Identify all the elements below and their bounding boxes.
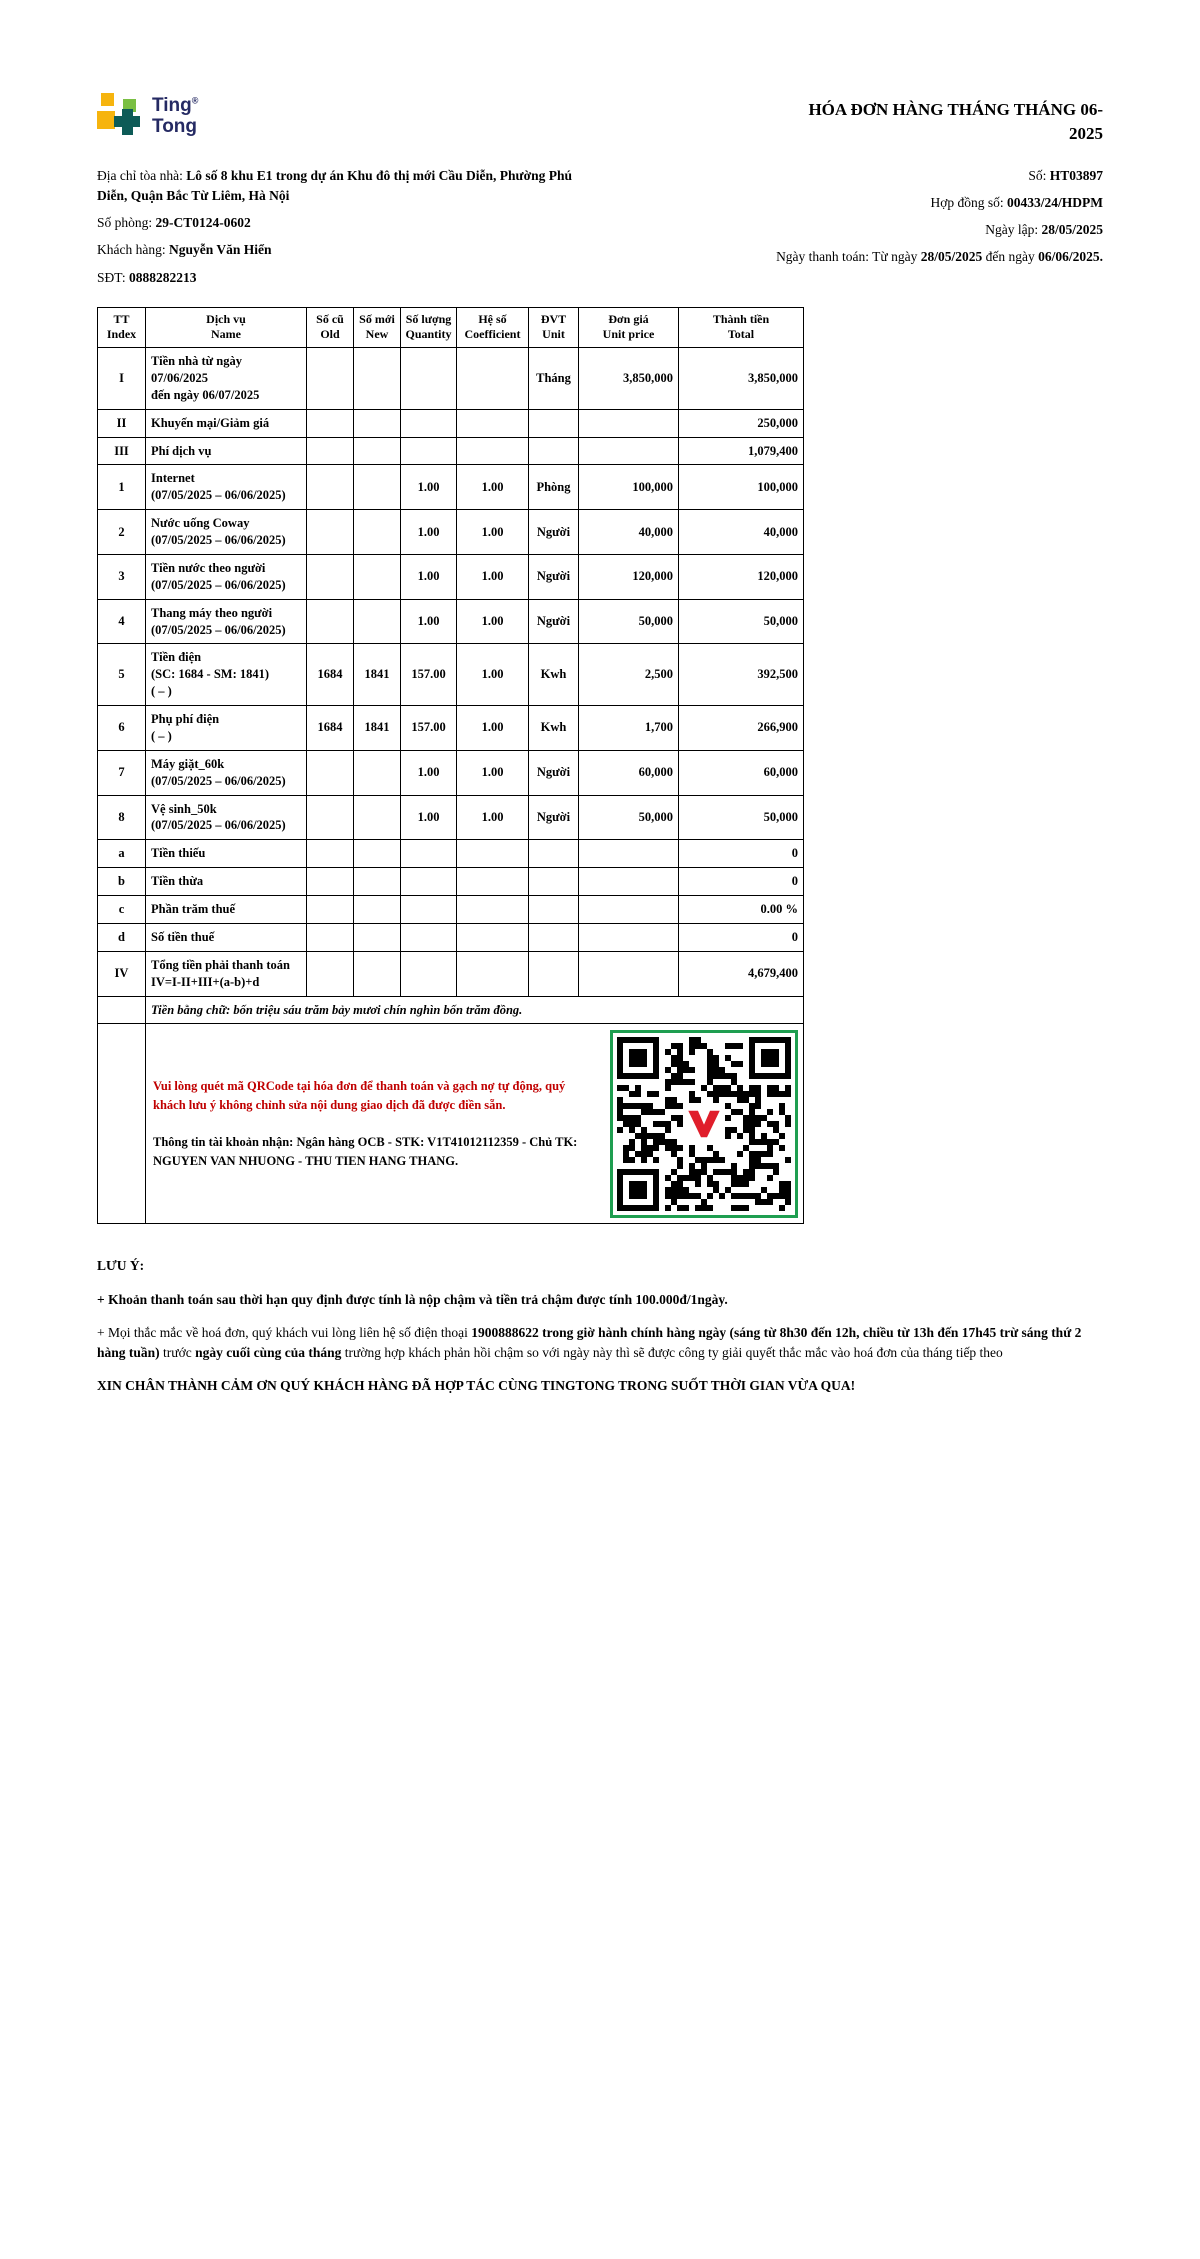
cell-coef [457,409,529,437]
cell-price [579,437,679,465]
cell-new [354,750,401,795]
payment-from-date: 28/05/2025 [920,249,983,265]
cell-price [579,840,679,868]
cell-old [307,437,354,465]
invoice-number-value: HT03897 [1049,167,1103,183]
cell-qty [401,951,457,996]
col-header-new: Số mới New [354,307,401,347]
cell-total: 120,000 [679,554,804,599]
cell-new [354,348,401,410]
service-name: Phụ phí điện ( – ) [146,706,307,751]
cell-unit: Người [529,750,579,795]
row-index: 2 [98,510,146,555]
col-header-quantity: Số lượng Quantity [401,307,457,347]
table-row [98,465,804,510]
cell-old: 1684 [307,706,354,751]
support-note [97,1323,1103,1364]
cell-total: 266,900 [679,706,804,751]
qr-row-index-cell [98,1024,146,1224]
service-name: Thang máy theo người (07/05/2025 – 06/06/2025) [146,599,307,644]
registered-mark: ® [191,95,199,106]
cell-price: 120,000 [579,554,679,599]
cell-old [307,923,354,951]
info-section [97,166,1103,295]
contract-number [776,193,1103,213]
cell-new [354,409,401,437]
logo-teal-stem-icon [122,109,133,135]
row-index: II [98,409,146,437]
row-index: 3 [98,554,146,599]
cell-total: 60,000 [679,750,804,795]
cell-price: 50,000 [579,599,679,644]
cell-total: 50,000 [679,599,804,644]
cell-new: 1841 [354,644,401,706]
cell-coef: 1.00 [457,554,529,599]
table-row [98,795,804,840]
row-index: 7 [98,750,146,795]
cell-qty: 1.00 [401,750,457,795]
cell-qty: 157.00 [401,644,457,706]
vietqr-v-icon [684,1107,724,1140]
cell-total: 40,000 [679,510,804,555]
cell-unit [529,409,579,437]
cell-qty [401,868,457,896]
cell-new [354,795,401,840]
cell-unit: Người [529,795,579,840]
cell-new [354,840,401,868]
cell-new: 1841 [354,706,401,751]
cell-coef: 1.00 [457,644,529,706]
support-note-suffix: trường hợp khách phản hồi chậm so với ngày này thì sẽ được công ty giải quyết thắc mắc vào hoá đơn của tháng tiếp theo [341,1345,1003,1361]
payment-instructions [151,1077,596,1170]
cell-old [307,554,354,599]
cell-unit [529,868,579,896]
col-header-unit-price: Đơn giá Unit price [579,307,679,347]
qr-warning-text: Vui lòng quét mã QRCode tại hóa đơn để thanh toán và gạch nợ tự động, quý khách lưu ý không chỉnh sửa nội dung giao dịch đã được điền sẵn. [153,1079,566,1113]
cell-total: 50,000 [679,795,804,840]
invoice-meta [776,166,1103,295]
service-name: Internet (07/05/2025 – 06/06/2025) [146,465,307,510]
amount-in-words-index-cell [98,996,146,1024]
cell-new [354,923,401,951]
row-index: a [98,840,146,868]
cell-coef: 1.00 [457,510,529,555]
service-name: Tổng tiền phải thanh toán IV=I-II+III+(a-b)+d [146,951,307,996]
payment-period [776,247,1103,267]
cell-qty: 1.00 [401,554,457,599]
cell-unit: Phòng [529,465,579,510]
service-name: Nước uống Coway (07/05/2025 – 06/06/2025) [146,510,307,555]
cell-price: 100,000 [579,465,679,510]
qr-code [610,1030,798,1218]
cell-unit [529,896,579,924]
cell-new [354,868,401,896]
support-deadline: ngày cuối cùng của tháng [195,1345,342,1361]
room-number-value: 29-CT0124-0602 [155,215,251,231]
cell-coef [457,348,529,410]
cell-coef [457,923,529,951]
row-index: I [98,348,146,410]
notes-section [97,1256,1103,1396]
cell-price: 40,000 [579,510,679,555]
cell-price: 50,000 [579,795,679,840]
cell-old [307,868,354,896]
cell-old [307,465,354,510]
cell-price [579,951,679,996]
row-index: 1 [98,465,146,510]
col-header-total: Thành tiền Total [679,307,804,347]
cell-total: 0 [679,923,804,951]
header-row [97,92,1103,146]
row-index: b [98,868,146,896]
customer-phone-value: 0888282213 [128,269,197,285]
service-name: Tiền nước theo người (07/05/2025 – 06/06/2025) [146,554,307,599]
account-info-prefix: Thông tin tài khoản nhận: Ngân hàng OCB - STK: [153,1134,428,1149]
cell-old [307,409,354,437]
invoice-table-footer [98,996,804,1224]
table-row [98,706,804,751]
cell-qty [401,896,457,924]
cell-coef: 1.00 [457,706,529,751]
account-info-mid: - Chủ TK: [518,1134,578,1149]
room-number [97,213,575,233]
qr-payment-cell [146,1024,804,1224]
cell-price: 60,000 [579,750,679,795]
notes-heading: LƯU Ý: [97,1258,145,1274]
invoice-number [776,166,1103,186]
row-index: 8 [98,795,146,840]
qr-payment-row [98,1024,804,1224]
cell-coef: 1.00 [457,750,529,795]
row-index: 4 [98,599,146,644]
cell-price [579,409,679,437]
cell-total: 4,679,400 [679,951,804,996]
cell-unit [529,437,579,465]
cell-unit: Người [529,510,579,555]
invoice-table [97,307,804,1225]
brand-name-bottom: Tong [152,115,198,137]
brand-name-top: Ting [152,95,192,116]
issue-date [776,220,1103,240]
amount-in-words-value: bốn triệu sáu trăm bảy mươi chín nghìn bốn trăm đồng. [233,1002,523,1017]
table-row [98,599,804,644]
service-name: Phần trăm thuế [146,896,307,924]
issue-date-label: Ngày lập: [985,222,1042,238]
tingtong-logo-icon [97,92,145,144]
thanks-note: XIN CHÂN THÀNH CẢM ƠN QUÝ KHÁCH HÀNG ĐÃ HỢP TÁC CÙNG TINGTONG TRONG SUỐT THỜI GIAN VỪA QUA! [97,1378,856,1394]
row-index: c [98,896,146,924]
row-index: 6 [98,706,146,751]
page-title: HÓA ĐƠN HÀNG THÁNG THÁNG 06-2025 [808,100,1103,143]
amount-in-words-row [98,996,804,1024]
col-header-index: TT Index [98,307,146,347]
cell-new [354,951,401,996]
cell-unit [529,840,579,868]
table-row [98,554,804,599]
cell-price [579,868,679,896]
cell-qty [401,923,457,951]
account-info-suffix: . [455,1153,459,1168]
support-hotline: 1900888622 trong giờ hành chính hàng ngày (sáng từ 8h30 đến 12h, chiều từ 13h đến 17h45 trừ sáng thứ 2 hàng tuần) [97,1324,1082,1361]
cell-coef: 1.00 [457,599,529,644]
payment-to-date: 06/06/2025. [1038,249,1103,265]
cell-total: 392,500 [679,644,804,706]
row-index: d [98,923,146,951]
cell-qty [401,348,457,410]
col-header-unit: ĐVT Unit [529,307,579,347]
cell-unit: Người [529,554,579,599]
cell-price: 2,500 [579,644,679,706]
service-name: Tiền thiếu [146,840,307,868]
col-header-old: Số cũ Old [307,307,354,347]
cell-qty: 1.00 [401,510,457,555]
invoice-number-label: Số: [1028,167,1050,183]
table-row [98,840,804,868]
cell-total: 0 [679,868,804,896]
amount-in-words [146,996,804,1024]
cell-unit: Người [529,599,579,644]
cell-coef [457,951,529,996]
cell-total: 0 [679,840,804,868]
service-name: Tiền nhà từ ngày 07/06/2025 đến ngày 06/07/2025 [146,348,307,410]
customer-info [97,166,575,295]
table-row [98,896,804,924]
service-name: Tiền điện (SC: 1684 - SM: 1841) ( – ) [146,644,307,706]
account-holder: NGUYEN VAN NHUONG - THU TIEN HANG THANG [153,1153,456,1168]
support-note-mid: trước [159,1345,196,1361]
cell-unit: Tháng [529,348,579,410]
table-row [98,644,804,706]
brand-wordmark [152,92,198,137]
cell-qty [401,840,457,868]
cell-new [354,510,401,555]
table-row [98,409,804,437]
cell-coef: 1.00 [457,795,529,840]
cell-total: 250,000 [679,409,804,437]
cell-unit: Kwh [529,706,579,751]
cell-old [307,896,354,924]
cell-unit: Kwh [529,644,579,706]
contract-number-value: 00433/24/HDPM [1007,194,1103,210]
cell-unit [529,923,579,951]
cell-price [579,923,679,951]
cell-price [579,896,679,924]
cell-qty [401,437,457,465]
service-name: Tiền thừa [146,868,307,896]
service-name: Phí dịch vụ [146,437,307,465]
building-address-label: Địa chỉ tòa nhà: [97,167,187,183]
service-name: Khuyến mại/Giảm giá [146,409,307,437]
cell-coef [457,896,529,924]
cell-old [307,599,354,644]
account-info [153,1133,596,1171]
cell-total: 100,000 [679,465,804,510]
building-address-value: Lô số 8 khu E1 trong dự án Khu đô thị mới Cầu Diễn, Phường Phú Diễn, Quận Bắc Từ Liêm, Hà Nội [97,167,572,203]
service-name: Máy giặt_60k (07/05/2025 – 06/06/2025) [146,750,307,795]
brand-logo [97,92,198,144]
table-row [98,348,804,410]
account-number: V1T41012112359 [427,1134,519,1149]
cell-price: 3,850,000 [579,348,679,410]
cell-old: 1684 [307,644,354,706]
late-payment-note: + Khoản thanh toán sau thời hạn quy định được tính là nộp chậm và tiền trả chậm được tính 100.000đ/1ngày. [97,1291,728,1307]
cell-unit [529,951,579,996]
cell-old [307,840,354,868]
cell-qty: 1.00 [401,599,457,644]
table-row [98,437,804,465]
customer-phone [97,268,575,288]
cell-qty: 1.00 [401,795,457,840]
col-header-coefficient: Hệ số Coefficient [457,307,529,347]
cell-new [354,465,401,510]
support-note-prefix: + Mọi thắc mắc về hoá đơn, quý khách vui lòng liên hệ số điện thoại [97,1324,472,1340]
customer-phone-label: SĐT: [97,269,129,285]
row-index: III [98,437,146,465]
invoice-table-body [98,348,804,997]
cell-new [354,437,401,465]
service-name: Vệ sinh_50k (07/05/2025 – 06/06/2025) [146,795,307,840]
col-header-name: Dịch vụ Name [146,307,307,347]
table-header-row [98,307,804,347]
cell-total: 1,079,400 [679,437,804,465]
cell-old [307,348,354,410]
cell-coef: 1.00 [457,465,529,510]
cell-old [307,951,354,996]
cell-new [354,554,401,599]
row-index: IV [98,951,146,996]
room-number-label: Số phòng: [97,215,156,231]
cell-coef [457,868,529,896]
payment-period-mid: đến ngày [982,249,1039,265]
cell-old [307,510,354,555]
customer-name-label: Khách hàng: [97,242,169,258]
cell-coef [457,840,529,868]
building-address [97,166,575,207]
cell-new [354,599,401,644]
cell-coef [457,437,529,465]
logo-yellow-square-icon [101,93,114,106]
cell-total: 0.00 % [679,896,804,924]
row-index: 5 [98,644,146,706]
cell-qty: 157.00 [401,706,457,751]
cell-old [307,750,354,795]
cell-total: 3,850,000 [679,348,804,410]
contract-number-label: Hợp đồng số: [930,194,1007,210]
table-row [98,868,804,896]
table-row [98,923,804,951]
customer-name-value: Nguyễn Văn Hiển [168,242,272,258]
cell-price: 1,700 [579,706,679,751]
table-row [98,510,804,555]
cell-old [307,795,354,840]
amount-in-words-label: Tiền bằng chữ: [151,1002,234,1017]
table-row [98,951,804,996]
table-row [98,750,804,795]
logo-yellow-square2-icon [97,111,115,129]
cell-new [354,896,401,924]
service-name: Số tiền thuế [146,923,307,951]
payment-period-label: Ngày thanh toán: Từ ngày [776,249,921,265]
customer-name [97,240,575,260]
issue-date-value: 28/05/2025 [1041,222,1103,238]
cell-qty [401,409,457,437]
cell-qty: 1.00 [401,465,457,510]
